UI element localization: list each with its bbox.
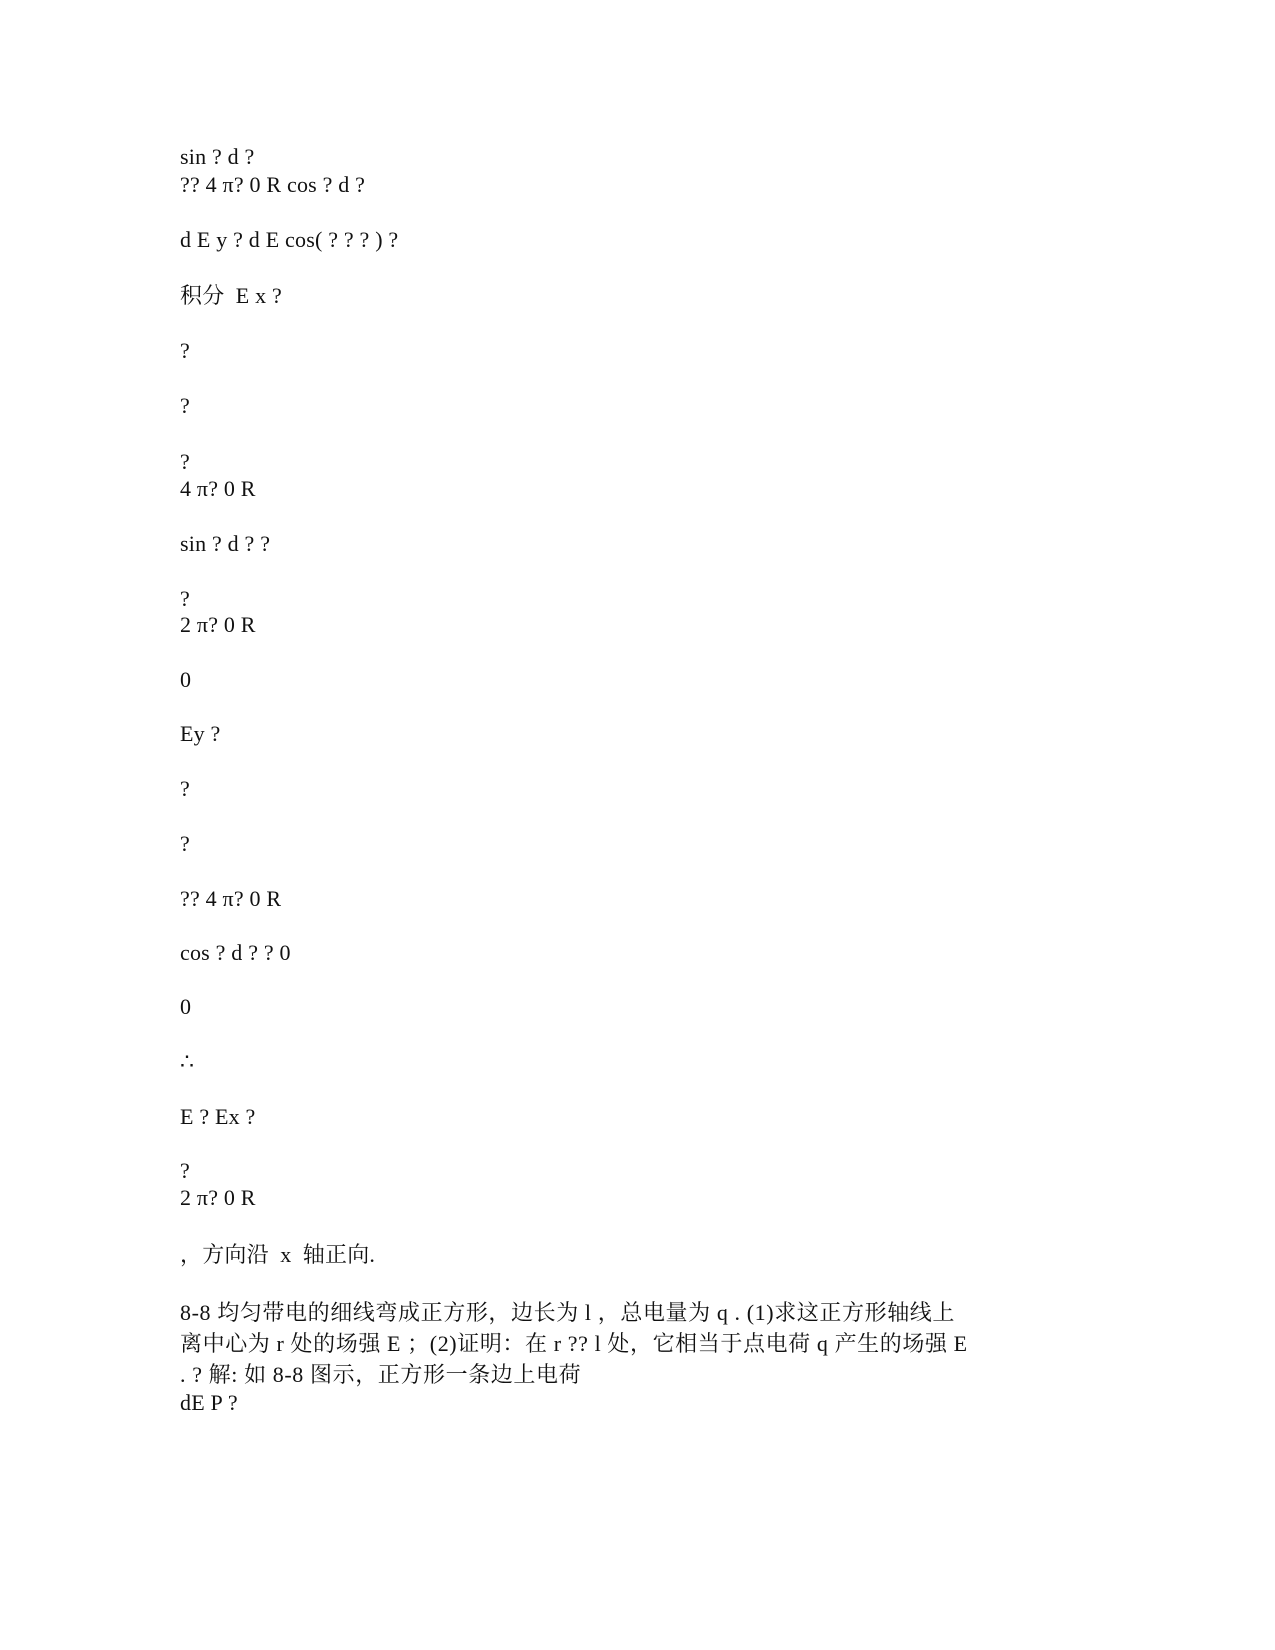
formula-line: sin ? d ?	[180, 144, 255, 169]
formula-line: ?	[180, 338, 190, 363]
formula-line: ?? 4 π? 0 R	[180, 886, 282, 911]
formula-line: dE P ?	[180, 1390, 238, 1415]
formula-line: d E y ? d E cos( ? ? ? ) ?	[180, 227, 399, 252]
formula-line: ?	[180, 586, 190, 611]
problem-paragraph: 8-8 均匀带电的细线弯成正方形，边长为 l ，总电量为 q . (1)求这正方形轴线上 离中心为 r 处的场强 E ；(2)证明：在 r ?? l 处，它相当于点电荷 q 产生的场强 E . ? 解: 如 8-8 图示，正方形一条边上电荷	[180, 1300, 968, 1387]
formula-line: 4 π? 0 R	[180, 476, 256, 501]
formula-line: 0	[180, 667, 192, 692]
formula-line: 积分 E x ?	[180, 283, 283, 308]
formula-line: ∴	[180, 1049, 195, 1074]
formula-line: ?	[180, 449, 190, 474]
formula-line: E ? Ex ?	[180, 1104, 256, 1129]
formula-line: ?	[180, 776, 190, 801]
formula-line: Ey ?	[180, 721, 221, 746]
formula-line: cos ? d ? ? 0	[180, 940, 291, 965]
formula-line: ?	[180, 1158, 190, 1183]
formula-line: ?	[180, 831, 190, 856]
formula-line: 0	[180, 994, 192, 1019]
formula-line: ?? 4 π? 0 R cos ? d ?	[180, 172, 366, 197]
formula-line: sin ? d ? ?	[180, 531, 271, 556]
formula-line: 2 π? 0 R	[180, 1185, 256, 1210]
formula-line: 2 π? 0 R	[180, 612, 256, 637]
formula-line: ，方向沿 x 轴正向.	[180, 1242, 376, 1267]
formula-line: ?	[180, 393, 190, 418]
